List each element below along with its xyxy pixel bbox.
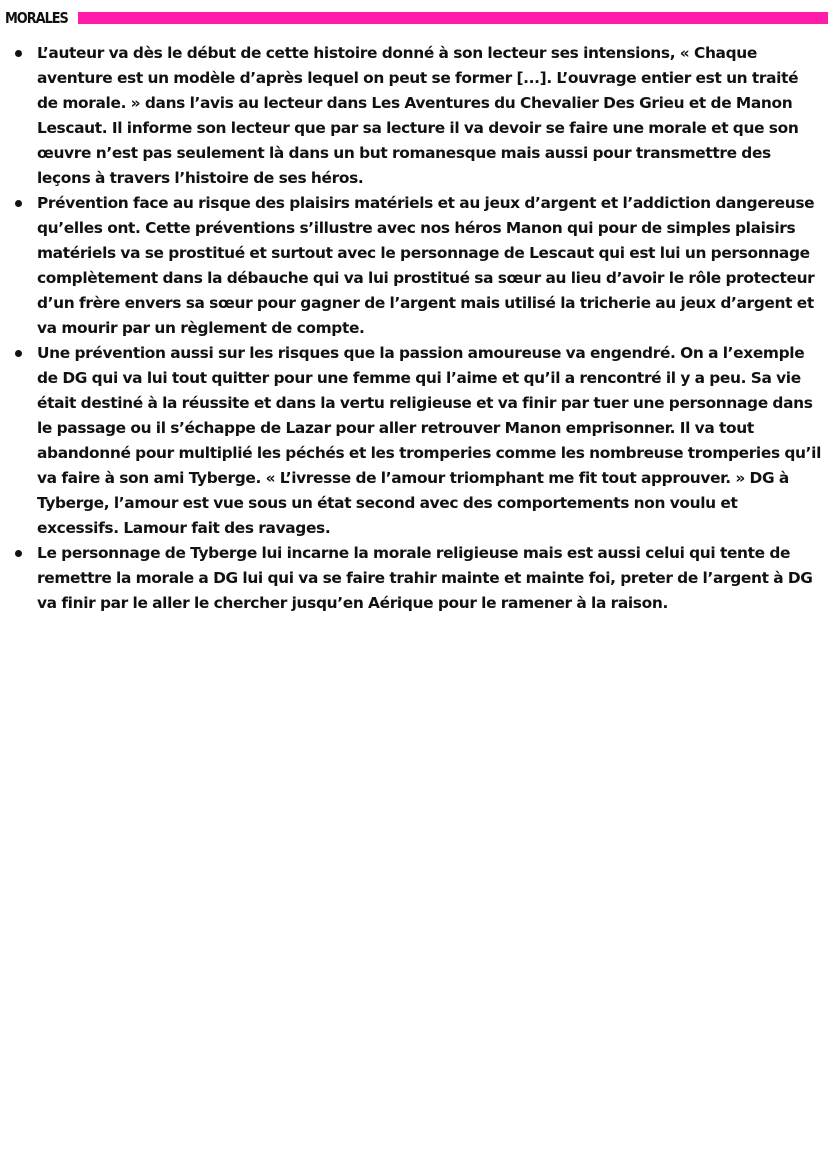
bullet-text: Le personnage de Tyberge lui incarne la morale religieuse mais est aussi celui qui tente de remettre la morale a DG lui qui va se faire trahir mainte et mainte foi, preter de l’argent à DG va finir par le aller le chercher jusqu’en Aérique pour le ramener à la raison. — [37, 544, 813, 612]
bullet-dot-icon — [15, 550, 22, 557]
section-title: MORALES — [5, 9, 68, 27]
bullet-dot-icon — [15, 50, 22, 57]
bullet-item-material-pleasures — [0, 191, 828, 341]
bullet-text: Une prévention aussi sur les risques que la passion amoureuse va engendré. On a l’exemple de DG qui va lui tout quitter pour une femme qui l’aime et qu’il a rencontré il y a peu. Sa vie était destiné à la réussite et dans la vertu religieuse et va finir par tuer une personnage dans le passage ou il s’échappe de Lazar pour aller retrouver Manon emprisonner. Il va tout abandonné pour multiplié les péchés et les tromperies comme les nombreuse tromperies qu’il va faire à son ami Tyberge. « L’ivresse de l’amour triomphant me fit tout approuver. » DG à Tyberge, l’amour est vue sous un état second avec des comportements non voulu et excessifs. Lamour fait des ravages. — [37, 344, 821, 537]
bullet-item-tyberge — [0, 541, 828, 616]
bullet-list — [0, 41, 828, 616]
bullet-text: L’auteur va dès le début de cette histoire donné à son lecteur ses intensions, « Chaque aventure est un modèle d’après lequel on peut se former [...]. L’ouvrage entier est un traité de morale. » dans l’avis au lecteur dans Les Aventures du Chevalier Des Grieu et de Manon Lescaut. Il informe son lecteur que par sa lecture il va devoir se faire une morale et que son œuvre n’est pas seulement là dans un but romanesque mais aussi pour transmettre des leçons à travers l’histoire de ses héros. — [37, 44, 799, 187]
bullet-item-intentions — [0, 41, 828, 191]
bullet-text: Prévention face au risque des plaisirs matériels et au jeux d’argent et l’addiction dangereuse qu’elles ont. Cette préventions s’illustre avec nos héros Manon qui pour de simples plaisirs matériels va se prostitué et surtout avec le personnage de Lescaut qui est lui un personnage complètement dans la débauche qui va lui prostitué sa sœur au lieu d’avoir le rôle protecteur d’un frère envers sa sœur pour gagner de l’argent mais utilisé la tricherie au jeux d’argent et va mourir par un règlement de compte. — [37, 194, 815, 337]
bullet-item-passion — [0, 341, 828, 541]
accent-bar — [78, 12, 828, 24]
bullet-dot-icon — [15, 350, 22, 357]
bullet-dot-icon — [15, 200, 22, 207]
section-header — [5, 7, 828, 29]
